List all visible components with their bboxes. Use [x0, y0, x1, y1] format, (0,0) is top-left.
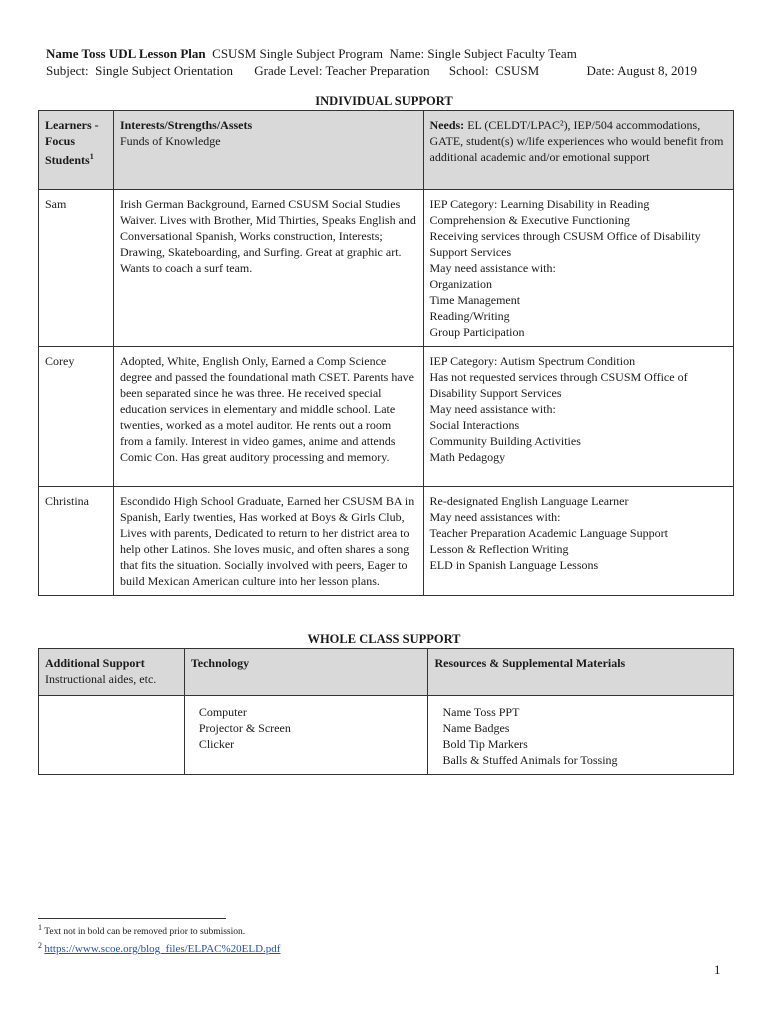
whole-class-support-title: WHOLE CLASS SUPPORT: [307, 632, 461, 646]
needs-line: Teacher Preparation Academic Language Support: [429, 526, 668, 540]
needs-line: May need assistances with:: [429, 510, 561, 524]
additional-support-header: [39, 649, 185, 696]
header-row-2: [46, 62, 736, 79]
resources-cell: [428, 696, 734, 775]
needs-header-text: EL (CELDT/LPAC²), IEP/504 accommodations, GATE, student(s) w/life experiences who would benefit from additional academic and/or emotional support: [429, 118, 724, 164]
learner-name: Sam: [39, 190, 114, 347]
learner-needs: [423, 190, 733, 347]
header-row-1: [46, 45, 736, 62]
table-row: [39, 190, 734, 347]
needs-line: Re-designated English Language Learner: [429, 494, 629, 508]
learner-interests: Escondido High School Graduate, Earned her CSUSM BA in Spanish, Early twenties, Has worked at Boys & Girls Club, Lives with parents, Dedicated to return to her district area to help other Latinos. She loves music, and often shares a song that fits the situation. Socially involved with peers, Eager to build Mexican American culture into her lesson plans.: [113, 487, 423, 596]
needs-line: ELD in Spanish Language Lessons: [429, 558, 599, 572]
lesson-plan-title: Name Toss UDL Lesson Plan: [46, 46, 206, 61]
resources-list: [442, 704, 727, 768]
needs-line: Lesson & Reflection Writing: [429, 542, 569, 556]
learner-name: Christina: [39, 487, 114, 596]
learners-header-students: Students: [45, 153, 90, 167]
needs-line: Has not requested services through CSUSM Office of Disability Support Services: [429, 370, 688, 400]
document-header: [46, 45, 736, 79]
additional-support-title: Additional Support: [45, 656, 145, 670]
date-value: August 8, 2019: [617, 63, 697, 78]
subject-label: Subject:: [46, 63, 89, 78]
needs-line: Group Participation: [429, 325, 525, 339]
date-label: Date:: [586, 63, 615, 78]
additional-support-cell: [39, 696, 185, 775]
footnote-ref-1: 1: [89, 152, 94, 161]
learner-needs: [423, 487, 733, 596]
elpac-link[interactable]: https://www.scoe.org/blog_files/ELPAC%20ELD.pdf: [44, 943, 281, 955]
list-item: Name Toss PPT: [442, 705, 520, 719]
needs-line: Receiving services through CSUSM Office of Disability Support Services: [429, 229, 701, 259]
grade-value: Teacher Preparation: [325, 63, 430, 78]
page-number: 1: [714, 962, 721, 977]
technology-list: [199, 704, 422, 752]
learners-header-line: [45, 149, 107, 168]
grade-label: Grade Level:: [254, 63, 323, 78]
learners-header-line: Focus: [45, 134, 75, 148]
interests-header-title: Interests/Strengths/Assets: [119, 118, 253, 132]
footnote-2-mark: 2: [38, 940, 42, 950]
technology-header: Technology: [184, 649, 428, 696]
list-item: Bold Tip Markers: [442, 737, 528, 751]
interests-header: [113, 111, 423, 190]
footnote-2: [38, 940, 281, 955]
needs-line: Organization: [429, 277, 492, 291]
school-value: CSUSM: [495, 63, 540, 78]
list-item: Clicker: [198, 737, 235, 751]
learner-name: Corey: [39, 347, 114, 487]
needs-header: [423, 111, 733, 190]
footnote-1: [38, 922, 246, 937]
individual-support-title: INDIVIDUAL SUPPORT: [315, 94, 453, 108]
needs-line: Community Building Activities: [429, 434, 581, 448]
needs-line: Math Pedagogy: [429, 450, 506, 464]
learner-interests: Irish German Background, Earned CSUSM Social Studies Waiver. Lives with Brother, Mid Thirties, Speaks English and Conversational Spanish, Works construction, Interests; Drawing, Skateboarding, and Surfing. Great at graphic art. Wants to coach a surf team.: [113, 190, 423, 347]
list-item: Projector & Screen: [198, 721, 291, 735]
needs-line: Social Interactions: [429, 418, 520, 432]
interests-header-subtitle: Funds of Knowledge: [119, 134, 221, 148]
table-header-row: [39, 649, 734, 696]
list-item: Computer: [198, 705, 247, 719]
needs-line: Reading/Writing: [429, 309, 510, 323]
name-label: Name:: [389, 46, 425, 61]
learner-needs: [423, 347, 733, 487]
learners-header-line: Learners -: [45, 118, 99, 132]
name-value: Single Subject Faculty Team: [427, 46, 577, 61]
needs-line: Time Management: [429, 293, 521, 307]
school-label: School:: [448, 63, 489, 78]
needs-header-title: Needs:: [429, 118, 465, 132]
needs-line: May need assistance with:: [429, 402, 556, 416]
additional-support-subtitle: Instructional aides, etc.: [45, 672, 157, 686]
needs-line: IEP Category: Autism Spectrum Condition: [429, 354, 636, 368]
footnote-1-mark: 1: [38, 922, 42, 932]
learner-interests: Adopted, White, English Only, Earned a Comp Science degree and passed the foundational math CSET. Parents have been separated since he was three. He received special education services in elementary and middle school. Late twenties, worked as a motel auditor. He rents out a room from a family. Interest in video games, anime and attends Comic Con. Has great auditory processing and memory.: [113, 347, 423, 487]
individual-support-table: [38, 110, 734, 596]
resources-header: Resources & Supplemental Materials: [428, 649, 734, 696]
program-name: CSUSM Single Subject Program: [212, 46, 383, 61]
technology-cell: [184, 696, 428, 775]
table-row: [39, 347, 734, 487]
list-item: Name Badges: [442, 721, 510, 735]
table-header-row: [39, 111, 734, 190]
table-row: [39, 487, 734, 596]
learners-header: [39, 111, 114, 190]
footnote-1-text: Text not in bold can be removed prior to submission.: [44, 927, 246, 937]
needs-line: IEP Category: Learning Disability in Reading Comprehension & Executive Functioning: [429, 197, 650, 227]
list-item: Balls & Stuffed Animals for Tossing: [442, 753, 618, 767]
footnote-separator: [38, 918, 226, 919]
table-row: [39, 696, 734, 775]
needs-line: May need assistance with:: [429, 261, 556, 275]
whole-class-support-table: [38, 648, 734, 775]
subject-value: Single Subject Orientation: [95, 63, 234, 78]
